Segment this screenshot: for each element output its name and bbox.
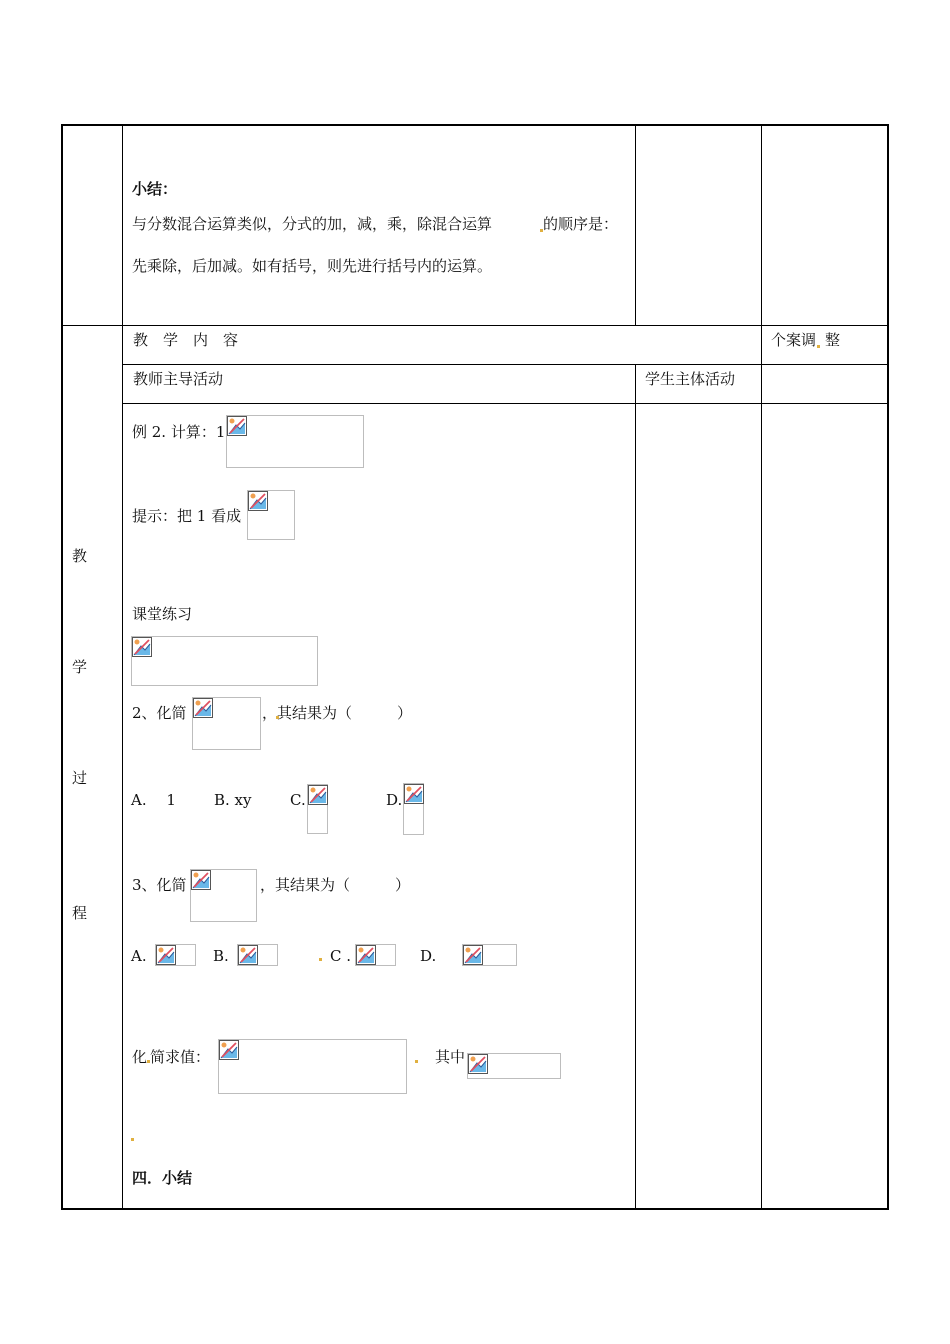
formula-image — [131, 636, 318, 686]
simplify-label-end: 简求值： — [150, 1048, 211, 1066]
row-divider-3 — [122, 403, 889, 404]
marker-dot — [131, 1138, 134, 1141]
formula-image — [192, 697, 261, 750]
broken-image-icon — [132, 637, 152, 657]
header-adjust-end: 整 — [825, 331, 841, 349]
table-border-top — [61, 124, 889, 126]
q2-option-c: C. — [290, 791, 306, 809]
q3-option-d: D. — [420, 947, 437, 965]
example-2-label: 例 2. 计算：1 — [132, 423, 226, 441]
header-adjust: 个案调 — [771, 331, 817, 349]
formula-image — [462, 944, 517, 966]
broken-image-icon — [308, 785, 328, 805]
formula-image — [190, 869, 257, 922]
row-divider-2 — [122, 364, 889, 365]
marker-dot — [817, 345, 820, 348]
broken-image-icon — [463, 945, 483, 965]
where-label: 其中 — [435, 1048, 466, 1066]
marker-dot — [319, 958, 322, 961]
summary-line-1-end: 的顺序是： — [543, 215, 619, 233]
formula-image — [155, 944, 196, 966]
broken-image-icon — [193, 698, 213, 718]
q3-option-a: A. — [131, 947, 147, 965]
formula-image — [247, 490, 295, 540]
table-border-bottom — [61, 1208, 889, 1210]
formula-image — [355, 944, 396, 966]
question-3-label: 3、化简 — [132, 876, 187, 894]
left-label-char: 程 — [72, 904, 88, 922]
row-divider-1 — [61, 325, 889, 326]
question-3-tail: ，其结果为（ ） — [260, 876, 411, 894]
formula-image — [218, 1039, 407, 1094]
hint-label: 提示：把 1 看成 — [132, 507, 242, 525]
broken-image-icon — [468, 1054, 488, 1074]
marker-dot — [415, 1060, 418, 1063]
simplify-label: 化 — [132, 1048, 148, 1066]
col-divider-3 — [761, 124, 762, 1210]
left-label-char: 学 — [72, 658, 88, 676]
header-teacher: 教师主导活动 — [133, 370, 224, 388]
left-label-char: 过 — [72, 769, 88, 787]
broken-image-icon — [356, 945, 376, 965]
q3-option-b: B. — [213, 947, 229, 965]
col-divider-2a — [635, 124, 636, 326]
col-divider-2b — [635, 364, 636, 1210]
table-border-left — [61, 124, 63, 1210]
broken-image-icon — [227, 416, 247, 436]
broken-image-icon — [248, 491, 268, 511]
formula-image — [467, 1053, 561, 1079]
broken-image-icon — [156, 945, 176, 965]
summary-line-1: 与分数混合运算类似，分式的加，减，乘，除混合运算 — [132, 215, 493, 233]
summary-heading: 小结： — [132, 180, 178, 198]
left-label-char: 教 — [72, 547, 88, 565]
header-student: 学生主体活动 — [645, 370, 736, 388]
broken-image-icon — [238, 945, 258, 965]
broken-image-icon — [404, 784, 424, 804]
broken-image-icon — [219, 1040, 239, 1060]
practice-heading: 课堂练习 — [132, 605, 193, 623]
q3-option-c: C . — [330, 947, 352, 965]
table-border-right — [887, 124, 889, 1210]
summary-line-2: 先乘除，后加减。如有括号，则先进行括号内的运算。 — [132, 257, 493, 275]
col-divider-1 — [122, 124, 123, 1210]
header-content: 教 学 内 容 — [133, 331, 239, 349]
formula-image — [307, 784, 328, 834]
formula-image — [237, 944, 278, 966]
formula-image — [403, 783, 424, 835]
broken-image-icon — [191, 870, 211, 890]
section-4-heading: 四．小结 — [132, 1169, 193, 1187]
q2-option-d: D. — [386, 791, 403, 809]
question-2-tail: ，其结果为（ ） — [262, 704, 413, 722]
q2-option-a: A. 1 — [131, 791, 176, 809]
q2-option-b: B. xy — [214, 791, 252, 809]
question-2-label: 2、化简 — [132, 704, 187, 722]
formula-image — [226, 415, 364, 468]
